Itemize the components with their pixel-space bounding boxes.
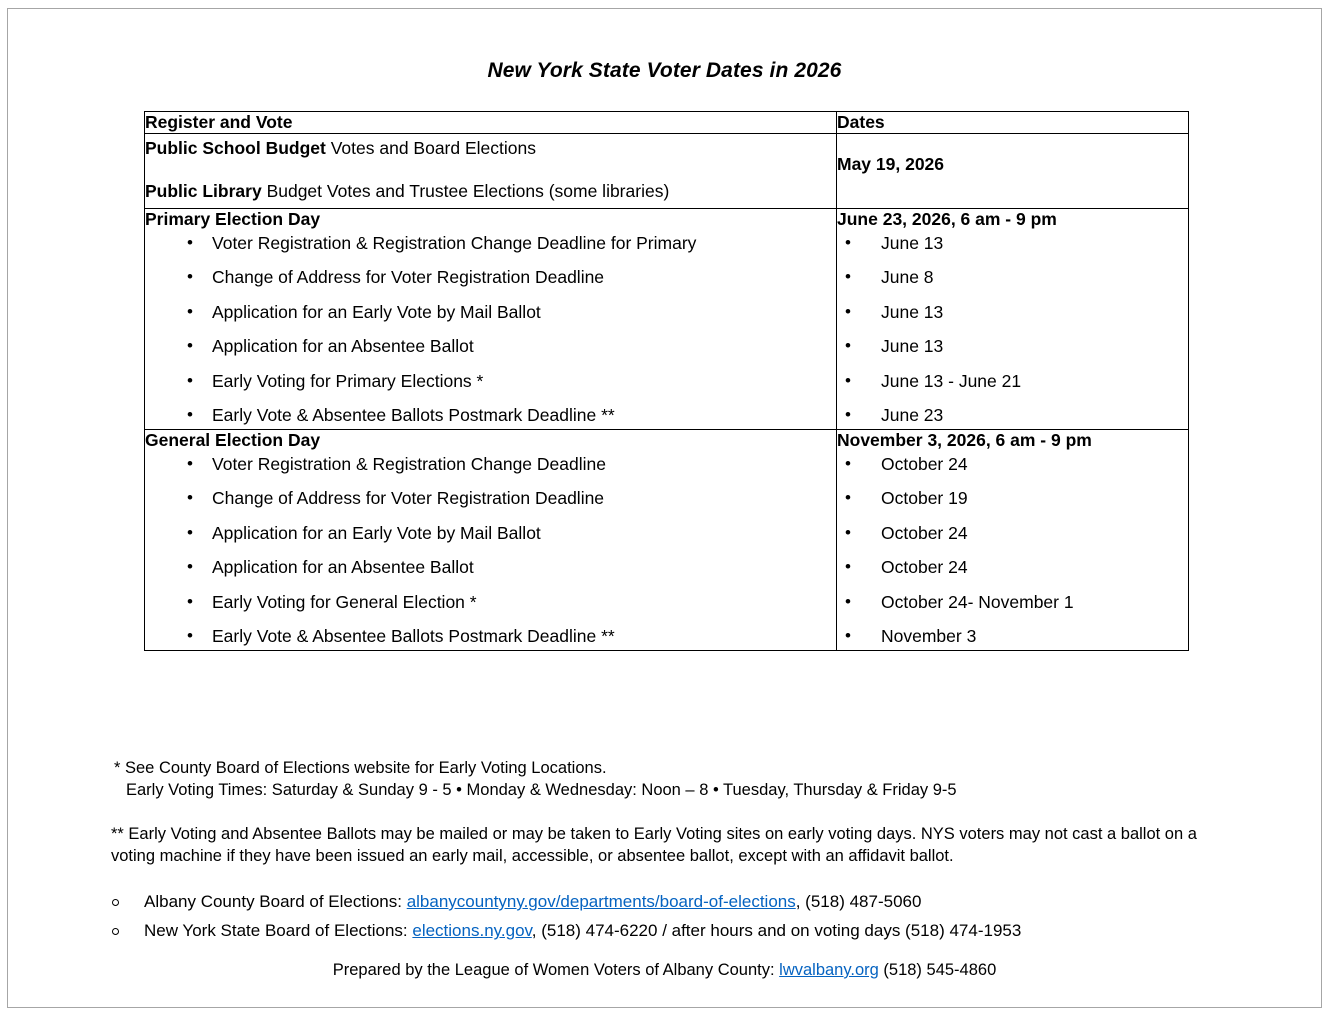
school-budget-bold: Public School Budget (145, 138, 326, 158)
list-item: • Early Vote & Absentee Ballots Postmark Deadline ** (145, 407, 836, 425)
primary-election-date-heading: June 23, 2026, 6 am - 9 pm (837, 209, 1057, 229)
row-primary-right (837, 209, 1189, 430)
date-may-19-2026: May 19, 2026 (837, 154, 945, 174)
footnote-single-star-line1: * See County Board of Elections website for Early Voting Locations. (114, 759, 607, 777)
footnote-single-star-line2: Early Voting Times: Saturday & Sunday 9 - 5 • Monday & Wednesday: Noon – 8 • Tuesday, Thursday & Friday 9-5 (126, 781, 957, 800)
list-item-albany-county-boe (108, 891, 1321, 913)
list-item: • October 24 (837, 456, 1188, 474)
general-election-day-heading: General Election Day (145, 429, 321, 450)
list-item: • June 13 - June 21 (837, 373, 1188, 391)
row-school-library-left (145, 134, 837, 209)
list-item: • Application for an Early Vote by Mail Ballot (145, 525, 836, 543)
list-item: • October 24- November 1 (837, 594, 1188, 612)
list-item: • Change of Address for Voter Registration Deadline (145, 269, 836, 287)
albany-boe-prefix: Albany County Board of Elections: (144, 892, 407, 912)
nys-boe-prefix: New York State Board of Elections: (144, 921, 413, 941)
list-item: • Early Voting for General Election * (145, 594, 836, 612)
list-item: • Early Voting for Primary Elections * (145, 373, 836, 391)
school-budget-line (145, 138, 836, 159)
table-header-cell-left (145, 112, 837, 134)
footnote-single-star (8, 757, 1321, 802)
list-item: • Application for an Absentee Ballot (145, 559, 836, 577)
public-library-line (145, 181, 836, 202)
row-general-right (837, 429, 1189, 650)
list-item: • Voter Registration & Registration Change Deadline for Primary (145, 235, 836, 253)
public-library-bold: Public Library (145, 181, 262, 201)
albany-boe-link[interactable]: albanycountyny.gov/departments/board-of-elections (406, 892, 796, 912)
list-item: • November 3 (837, 628, 1188, 646)
list-item: • October 24 (837, 559, 1188, 577)
list-item: • June 8 (837, 269, 1188, 287)
row-school-library-right (837, 134, 1189, 209)
list-item: • Change of Address for Voter Registration Deadline (145, 490, 836, 508)
list-item: • June 13 (837, 338, 1188, 356)
table-row (145, 429, 1189, 650)
general-dates-list (837, 453, 1188, 647)
albany-boe-suffix: , (518) 487-5060 (795, 892, 922, 912)
contacts-list (8, 891, 1321, 942)
list-item: • October 19 (837, 490, 1188, 508)
table-header-row (145, 112, 1189, 134)
column-header-dates: Dates (837, 112, 885, 132)
list-item: • June 13 (837, 304, 1188, 322)
table-row (145, 209, 1189, 430)
primary-dates-list (837, 232, 1188, 426)
table-header-cell-right (837, 112, 1189, 134)
list-item: • June 13 (837, 235, 1188, 253)
list-item: • Early Vote & Absentee Ballots Postmark Deadline ** (145, 628, 836, 646)
lwvalbany-link[interactable]: lwvalbany.org (779, 961, 879, 979)
voter-dates-table (144, 111, 1189, 651)
list-item: • Application for an Absentee Ballot (145, 338, 836, 356)
primary-election-day-heading: Primary Election Day (145, 209, 321, 229)
nys-boe-link[interactable]: elections.ny.gov (412, 921, 532, 941)
footnotes-section (8, 757, 1321, 949)
page-title: New York State Voter Dates in 2026 (487, 59, 842, 82)
footnote-double-star: ** Early Voting and Absentee Ballots may be mailed or may be taken to Early Voting sites on early voting days. NYS voters may not cast a ballot on a voting machine if they have been issued an early mail, accessible, or absentee ballot, except with an affidavit ballot. (111, 824, 1197, 865)
general-election-date-heading: November 3, 2026, 6 am - 9 pm (837, 429, 1092, 450)
list-item: • October 24 (837, 525, 1188, 543)
list-item: • Application for an Early Vote by Mail Ballot (145, 304, 836, 322)
general-deadline-list (145, 453, 836, 647)
row-general-left (145, 429, 837, 650)
list-item-nys-boe (108, 920, 1321, 942)
prepared-by-prefix: Prepared by the League of Women Voters of Albany County: (332, 961, 780, 979)
document-page (7, 8, 1322, 1008)
table-row (145, 134, 1189, 209)
row-primary-left (145, 209, 837, 430)
list-item: • Voter Registration & Registration Change Deadline (145, 456, 836, 474)
nys-boe-suffix: , (518) 474-6220 / after hours and on voting days (518) 474-1953 (531, 921, 1022, 941)
primary-deadline-list (145, 232, 836, 426)
public-library-rest: Budget Votes and Trustee Elections (some libraries) (261, 181, 670, 201)
prepared-by-suffix: (518) 545-4860 (878, 961, 997, 979)
school-budget-rest: Votes and Board Elections (325, 138, 536, 158)
column-header-register-and-vote: Register and Vote (145, 112, 293, 132)
prepared-by-line (8, 961, 1321, 980)
list-item: • June 23 (837, 407, 1188, 425)
